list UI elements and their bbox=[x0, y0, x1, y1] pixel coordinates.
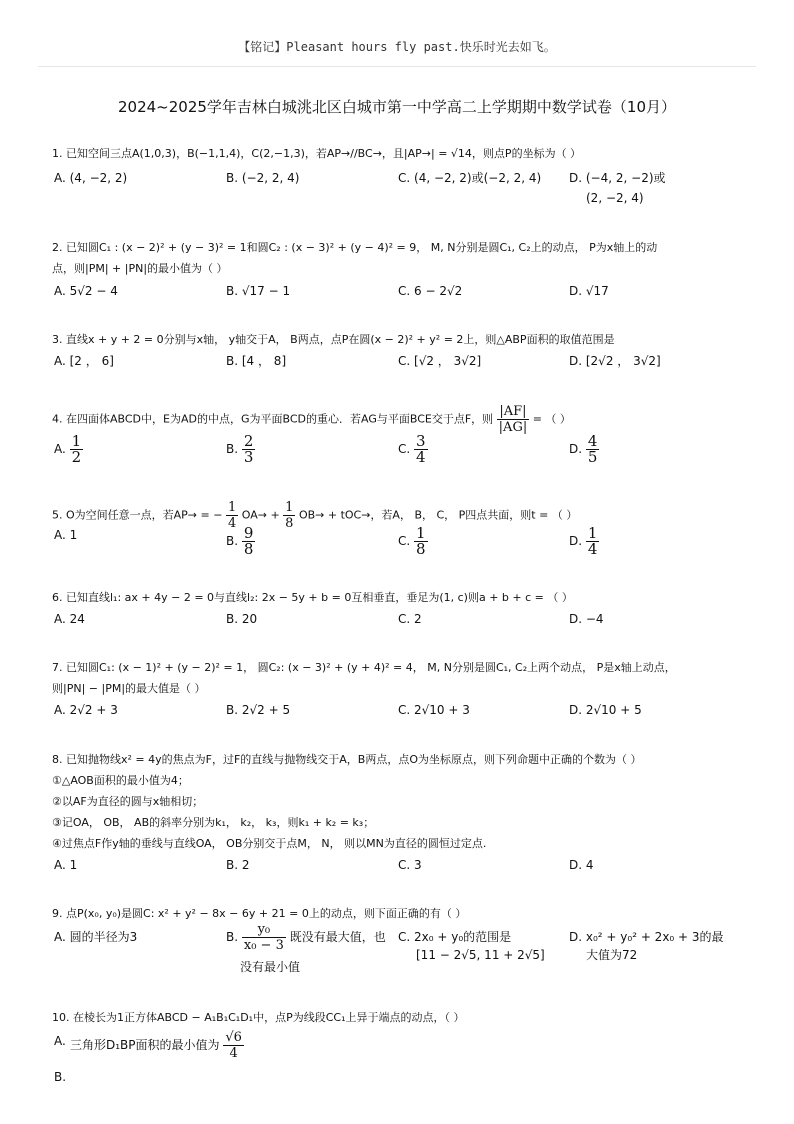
frac-den: x₀ − 3 bbox=[243, 938, 284, 953]
frac-den: 3 bbox=[243, 448, 254, 466]
q10-option-a bbox=[70, 1030, 244, 1061]
q4-option-d-label: D. bbox=[569, 442, 583, 456]
q5-stem-text: 5. O为空间任意一点，若AP→ = − bbox=[52, 508, 223, 522]
q9-option-a: A. 圆的半径为3 bbox=[54, 930, 138, 944]
q9-option-b-fraction bbox=[242, 922, 286, 953]
q9-option-c-cont: [11 − 2√5, 11 + 2√5] bbox=[416, 948, 545, 962]
q4-option-a-fraction bbox=[70, 434, 84, 465]
q6-option-a: A. 24 bbox=[54, 612, 85, 626]
q1-option-d-cont: (2, −2, 4) bbox=[586, 191, 644, 205]
question-6-stem: 6. 已知直线l₁: ax + 4y − 2 = 0与直线l₂: 2x − 5y + b = 0互相垂直，垂足为(1, c)则a + b + c = （ ） bbox=[52, 591, 573, 604]
q7-option-d: D. 2√10 + 5 bbox=[569, 703, 642, 717]
frac-num: 3 bbox=[416, 432, 426, 450]
question-1-stem: 1. 已知空间三点A(1,0,3)，B(−1,1,4)，C(2,−1,3)，若AP→//BC→，且|AP→| = √14，则点P的坐标为（ ） bbox=[52, 147, 582, 160]
question-7-stem: 7. 已知圆C₁: (x − 1)² + (y − 2)² = 1， 圆C₂: (x − 3)² + (y + 4)² = 4， M, N分别是圆C₁, C₂上两个动点， P是x轴上动点， bbox=[52, 661, 676, 674]
q4-stem-fraction bbox=[497, 404, 530, 435]
q9-option-d-cont: 大值为72 bbox=[586, 948, 638, 962]
frac-num: 9 bbox=[243, 524, 254, 542]
q4-stem-tail: = （ ） bbox=[532, 412, 571, 426]
question-3-stem: 3. 直线x + y + 2 = 0分别与x轴， y轴交于A， B两点，点P在圆(x − 2)² + y² = 2上，则△ABP面积的取值范围是 bbox=[52, 333, 615, 346]
frac-num: √6 bbox=[225, 1030, 242, 1045]
q4-option-b bbox=[226, 434, 255, 465]
q5-option-a: A. 1 bbox=[54, 528, 78, 542]
frac-den: 2 bbox=[71, 448, 82, 466]
question-8-stem: 8. 已知抛物线x² = 4y的焦点为F，过F的直线与抛物线交于A，B两点，点O为坐标原点，则下列命题中正确的个数为（ ） bbox=[52, 753, 642, 766]
q5-stem-mid2: OB→ + tOC→，若A， B， C， P四点共面，则t = （ ） bbox=[298, 508, 578, 522]
q2-option-a: A. 5√2 − 4 bbox=[54, 284, 118, 298]
question-4-stem bbox=[52, 404, 752, 435]
q6-option-d: D. −4 bbox=[569, 612, 604, 626]
q3-option-b: B. [4 ， 8] bbox=[226, 354, 287, 368]
q5-option-d-label: D. bbox=[569, 534, 583, 548]
q4-frac-denominator: |AG| bbox=[498, 420, 528, 435]
q4-option-c-fraction bbox=[414, 434, 428, 465]
frac-den: 8 bbox=[243, 540, 254, 558]
question-9-stem: 9. 点P(x₀, y₀)是圆C: x² + y² − 8x − 6y + 21 = 0上的动点，则下面正确的有（ ） bbox=[52, 907, 467, 920]
frac-den: 8 bbox=[416, 540, 426, 558]
question-2-stem: 2. 已知圆C₁ : (x − 2)² + (y − 3)² = 1和圆C₂ : (x − 3)² + (y − 4)² = 9， M, N分别是圆C₁, C₂上的动点， P为x轴上的动 bbox=[52, 241, 658, 254]
frac-den: 4 bbox=[587, 540, 598, 558]
q1-option-b: B. (−2, 2, 4) bbox=[226, 171, 300, 185]
q4-option-d bbox=[569, 434, 599, 465]
q1-option-d: D. (−4, 2, −2)或 bbox=[569, 171, 666, 185]
q9-option-b-cont: 没有最小值 bbox=[240, 960, 301, 974]
header-divider bbox=[38, 66, 756, 67]
frac-num: y₀ bbox=[242, 922, 286, 938]
q5-stem-mid1: OA→ + bbox=[241, 508, 280, 522]
q9-option-b-label: B. bbox=[226, 930, 239, 944]
page-header-motto: 【铭记】Pleasant hours fly past.快乐时光去如飞。 bbox=[238, 40, 556, 54]
q10-option-a-text: 三角形D₁BP面积的最小值为 bbox=[70, 1038, 220, 1052]
q5-option-c-label: C. bbox=[398, 534, 411, 548]
q8-option-b: B. 2 bbox=[226, 858, 250, 872]
frac-den: 4 bbox=[227, 516, 237, 531]
q8-option-c: C. 3 bbox=[398, 858, 422, 872]
q1-option-a: A. (4, −2, 2) bbox=[54, 171, 128, 185]
q9-option-b bbox=[226, 922, 386, 953]
q5-frac-2 bbox=[283, 500, 295, 531]
frac-num: 1 bbox=[227, 500, 237, 515]
q2-option-c: C. 6 − 2√2 bbox=[398, 284, 463, 298]
q8-option-d: D. 4 bbox=[569, 858, 594, 872]
q10-option-a-fraction bbox=[223, 1030, 244, 1061]
q5-option-b-fraction bbox=[242, 526, 256, 557]
frac-num: 2 bbox=[243, 432, 254, 450]
q5-option-d-fraction bbox=[586, 526, 600, 557]
q4-option-b-fraction bbox=[242, 434, 256, 465]
q4-option-c-label: C. bbox=[398, 442, 411, 456]
q3-option-d: D. [2√2 ， 3√2] bbox=[569, 354, 661, 368]
q2-option-d: D. √17 bbox=[569, 284, 609, 298]
q4-option-b-label: B. bbox=[226, 442, 239, 456]
q9-option-d: D. x₀² + y₀² + 2x₀ + 3的最 bbox=[569, 930, 724, 944]
frac-den: 4 bbox=[416, 448, 426, 466]
q4-option-a bbox=[54, 434, 83, 465]
frac-num: 1 bbox=[587, 524, 598, 542]
q6-option-c: C. 2 bbox=[398, 612, 422, 626]
q8-statement-2: ②以AF为直径的圆与x轴相切； bbox=[52, 795, 204, 808]
frac-den: 5 bbox=[587, 448, 598, 466]
frac-den: 8 bbox=[285, 516, 294, 531]
q1-option-c: C. (4, −2, 2)或(−2, 2, 4) bbox=[398, 171, 542, 185]
q8-statement-1: ①△AOB面积的最小值为4； bbox=[52, 774, 189, 787]
q5-option-b bbox=[226, 526, 255, 557]
q7-option-b: B. 2√2 + 5 bbox=[226, 703, 291, 717]
q8-option-a: A. 1 bbox=[54, 858, 78, 872]
q5-option-b-label: B. bbox=[226, 534, 239, 548]
question-2-stem-cont: 点，则|PM| + |PN|的最小值为（ ） bbox=[52, 262, 228, 275]
q4-option-d-fraction bbox=[586, 434, 600, 465]
question-10-stem: 10. 在棱长为1正方体ABCD − A₁B₁C₁D₁中，点P为线段CC₁上异于端点的动点，（ ） bbox=[52, 1011, 465, 1024]
q7-option-a: A. 2√2 + 3 bbox=[54, 703, 118, 717]
q2-option-b: B. √17 − 1 bbox=[226, 284, 291, 298]
q10-option-b-label: B. bbox=[54, 1070, 67, 1084]
q5-option-d bbox=[569, 526, 599, 557]
q10-option-a-label: A. bbox=[54, 1034, 66, 1048]
frac-den: 4 bbox=[229, 1046, 238, 1061]
q4-option-a-label: A. bbox=[54, 442, 66, 456]
q3-option-a: A. [2 ， 6] bbox=[54, 354, 114, 368]
q4-stem-text: 4. 在四面体ABCD中，E为AD的中点，G为平面BCD的重心．若AG与平面BCE交于点F，则 bbox=[52, 412, 494, 426]
frac-num: 1 bbox=[285, 500, 294, 515]
frac-num: 4 bbox=[587, 432, 598, 450]
q9-option-b-text: 既没有最大值，也 bbox=[289, 930, 386, 944]
q8-statement-4: ④过焦点F作y轴的垂线与直线OA， OB分别交于点M， N， 则以MN为直径的圆恒过定点. bbox=[52, 837, 487, 850]
frac-num: 1 bbox=[416, 524, 426, 542]
q6-option-b: B. 20 bbox=[226, 612, 258, 626]
q7-option-c: C. 2√10 + 3 bbox=[398, 703, 470, 717]
frac-num: 1 bbox=[71, 432, 82, 450]
exam-title: 2024~2025学年吉林白城洮北区白城市第一中学高二上学期期中数学试卷（10月） bbox=[117, 98, 676, 116]
q4-frac-numerator: |AF| bbox=[497, 404, 530, 420]
q4-option-c bbox=[398, 434, 428, 465]
q3-option-c: C. [√2 ， 3√2] bbox=[398, 354, 482, 368]
q9-option-c: C. 2x₀ + y₀的范围是 bbox=[398, 930, 512, 944]
q5-option-c-fraction bbox=[414, 526, 428, 557]
q5-option-c bbox=[398, 526, 428, 557]
q8-statement-3: ③记OA， OB， AB的斜率分别为k₁， k₂， k₃，则k₁ + k₂ = k₃； bbox=[52, 816, 375, 829]
question-7-stem-cont: 则|PN| − |PM|的最大值是（ ） bbox=[52, 682, 206, 695]
